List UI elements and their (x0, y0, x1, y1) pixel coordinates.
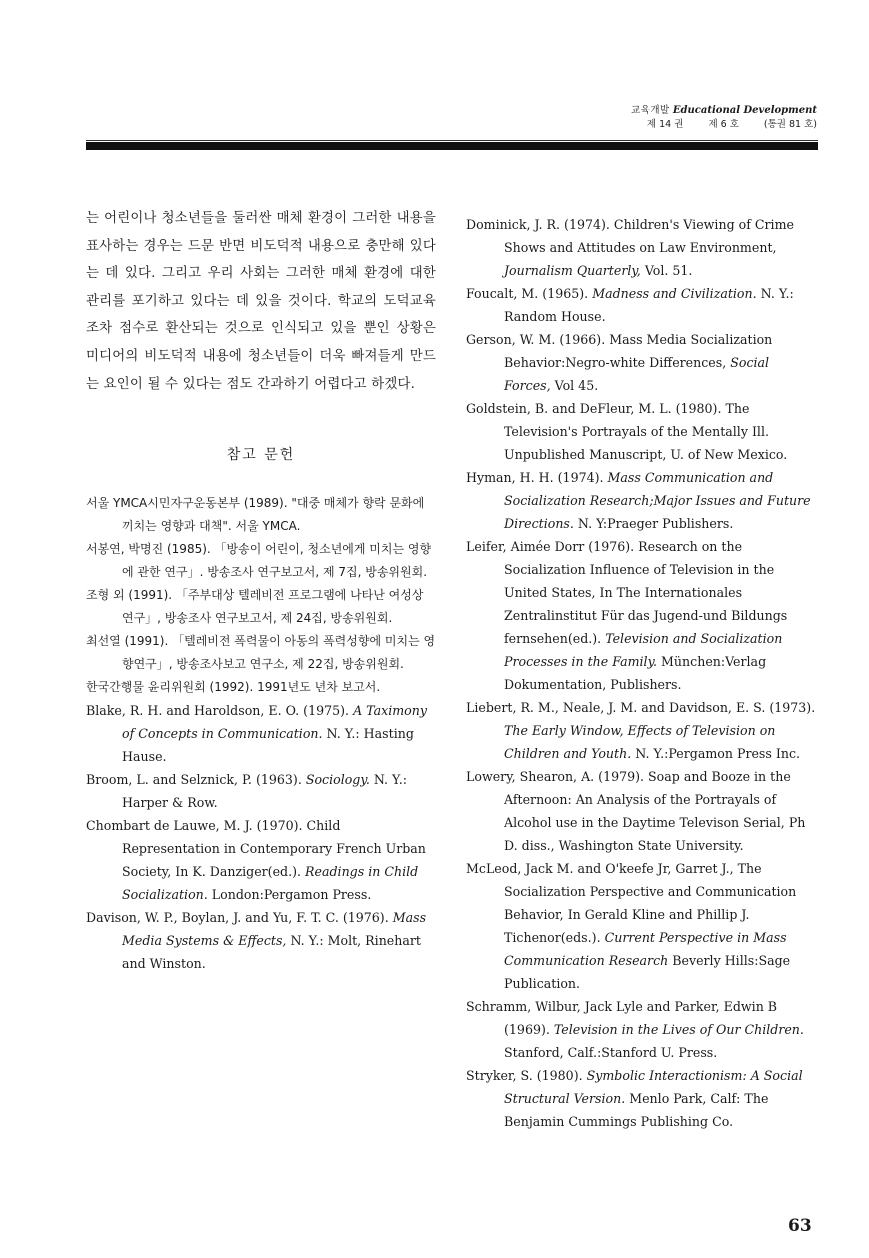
reference-publisher: München:Verlag Dokumentation, Publishers. (504, 654, 767, 692)
reference-text: 조형 외 (1991). 「주부대상 텔레비전 프로그램에 나타난 여성상 연구」, 방송조사 연구보고서, 제 24집, 방송위원회. (86, 588, 424, 626)
reference-text: McLeod, Jack M. and O'keefe Jr, Garret J., The Socialization Perspective and Communication Behavior, In Gerald Kline and Phillip J. Tichenor(eds.). (466, 861, 797, 945)
reference-title: A Taximony of Concepts in Communication. (122, 703, 427, 742)
reference-publisher: London:Pergamon Press. (207, 887, 372, 903)
reference-entry (86, 630, 436, 676)
reference-publisher: Vol 45. (550, 378, 599, 393)
reference-text: Lowery, Shearon, A. (1979). Soap and Booze in the Afternoon: An Analysis of the Portrayals of Alcohol use in the Daytime Televison Serial, Ph D. diss., Washington State University. (466, 769, 806, 853)
reference-text: Broom, L. and Selznick, P. (1963). (86, 772, 306, 788)
reference-text: 서울 YMCA시민자구운동본부 (1989). "대중 매체가 향락 문화에 끼치는 영향과 대책". 서울 YMCA. (86, 496, 425, 534)
reference-title: Readings in Child Socialization. (122, 864, 419, 903)
reference-publisher: N. Y.:Pergamon Press Inc. (631, 746, 801, 761)
reference-publisher: N. Y.: Harper & Row. (122, 772, 407, 811)
reference-entry (466, 1064, 818, 1133)
issue-number: 제 6 호 (708, 119, 739, 130)
reference-entry (466, 282, 818, 328)
reference-text: 서봉연, 박명진 (1985). 「방송이 어린이, 청소년에게 미치는 영향에 관한 연구」. 방송조사 연구보고서, 제 7집, 방송위원회. (86, 542, 432, 580)
left-column (86, 205, 436, 975)
reference-entry (466, 397, 818, 466)
reference-entry (86, 584, 436, 630)
reference-list-right (466, 213, 818, 1133)
reference-title: Television in the Lives of Our Children. (553, 1022, 804, 1037)
reference-title: Current Perspective in Mass Communication Research (504, 930, 787, 968)
reference-text: Hyman, H. H. (1974). (466, 470, 608, 485)
reference-publisher: Stanford, Calf.:Stanford U. Press. (504, 1045, 718, 1060)
reference-text: Davison, W. P., Boylan, J. and Yu, F. T. C. (1976). (86, 910, 393, 926)
reference-text: Foucalt, M. (1965). (466, 286, 593, 301)
reference-text: Schramm, Wilbur, Jack Lyle and Parker, Edwin B (1969). (466, 999, 778, 1037)
page-number: 63 (788, 1216, 812, 1236)
reference-title: Madness and Civilization. (592, 286, 757, 301)
reference-title: Television and Socialization Processes in the Family. (504, 631, 783, 669)
reference-entry (466, 995, 818, 1064)
reference-entry (86, 906, 436, 975)
reference-publisher: N. Y.: Random House. (504, 286, 794, 324)
reference-title: Social Forces, (504, 355, 770, 393)
reference-title: The Early Window, Effects of Television on Children and Youth. (504, 723, 776, 761)
reference-publisher: Vol. 51. (640, 263, 693, 278)
reference-text: Leifer, Aimée Dorr (1976). Research on the Socialization Influence of Television in the United States, In The Internationales Zentralinstitut Für das Jugend-und Bildungs fernsehen(ed.). (466, 539, 788, 646)
reference-entry (466, 328, 818, 397)
reference-title: Symbolic Interactionism: A Social Structural Version. (504, 1068, 803, 1106)
reference-entry (466, 535, 818, 696)
issue-info (631, 118, 817, 132)
reference-entry (86, 676, 436, 699)
reference-entry (466, 466, 818, 535)
reference-publisher: N. Y.: Molt, Rinehart and Winston. (122, 933, 421, 972)
reference-publisher: N. Y:Praeger Publishers. (573, 516, 734, 531)
reference-text: 최선열 (1991). 「텔레비전 폭력물이 아동의 폭력성향에 미치는 영향연구」, 방송조사보고 연구소, 제 22집, 방송위원회. (86, 634, 436, 672)
reference-entry (86, 814, 436, 906)
reference-publisher: Beverly Hills:Sage Publication. (504, 953, 791, 991)
reference-text: Dominick, J. R. (1974). Children's Viewing of Crime Shows and Attitudes on Law Environment, (466, 217, 794, 255)
reference-entry (466, 696, 818, 765)
reference-entry (466, 213, 818, 282)
reference-text: Goldstein, B. and DeFleur, M. L. (1980). The Television's Portrayals of the Mentally Ill. Unpublished Manuscript, U. of New Mexico. (466, 401, 788, 462)
reference-title: Mass Media Systems & Effects, (122, 910, 427, 949)
reference-text: Chombart de Lauwe, M. J. (1970). Child Representation in Contemporary French Urban Society, In K. Danziger(ed.). (86, 818, 426, 880)
reference-text: Gerson, W. M. (1966). Mass Media Socialization Behavior:Negro-white Differences, (466, 332, 773, 370)
reference-title: Mass Communication and Socialization Research;Major Issues and Future Directions. (504, 470, 811, 531)
volume: 제 14 권 (646, 119, 684, 130)
header-rule (86, 142, 818, 150)
reference-title: Sociology. (305, 772, 370, 788)
reference-publisher: Menlo Park, Calf: The Benjamin Cummings Publishing Co. (504, 1091, 769, 1129)
body-paragraph: 는 어린이나 청소년들을 둘러싼 매체 환경이 그러한 내용을 표사하는 경우는 드문 반면 비도덕적 내용으로 충만해 있다는 데 있다. 그리고 우리 사회는 그러한 매체 환경에 대한 관리를 포기하고 있다는 데 있을 것이다. 학교의 도덕교육조차 점수로 환산되는 것으로 인식되고 있을 뿐인 상황은 미디어의 비도덕적 내용에 청소년들이 더욱 빠져들게 만드는 요인이 될 수 있다는 점도 간과하기 어렵다고 하겠다. (86, 211, 436, 392)
reference-text: Liebert, R. M., Neale, J. M. and Davidson, E. S. (1973). (466, 700, 816, 715)
reference-entry (466, 857, 818, 995)
header-rule-thin (86, 140, 818, 141)
references-heading: 참고 문헌 (226, 447, 296, 464)
running-header (631, 104, 817, 132)
reference-text: Stryker, S. (1980). (466, 1068, 587, 1083)
reference-entry (86, 768, 436, 814)
reference-entry (86, 492, 436, 538)
reference-entry (466, 765, 818, 857)
reference-text: 한국간행물 윤리위원회 (1992). 1991년도 년차 보고서. (86, 680, 381, 695)
journal-name-english: Educational Development (672, 105, 817, 116)
reference-publisher: N. Y.: Hasting Hause. (122, 726, 414, 765)
journal-name-korean: 교육개발 (631, 105, 670, 116)
cumulative-number: (통권 81 호) (763, 119, 817, 130)
reference-entry (86, 538, 436, 584)
reference-title: Journalism Quarterly, (504, 263, 641, 278)
reference-text: Blake, R. H. and Haroldson, E. O. (1975). (86, 703, 354, 719)
right-column (466, 213, 818, 1133)
reference-list-left (86, 492, 436, 975)
reference-entry (86, 699, 436, 768)
